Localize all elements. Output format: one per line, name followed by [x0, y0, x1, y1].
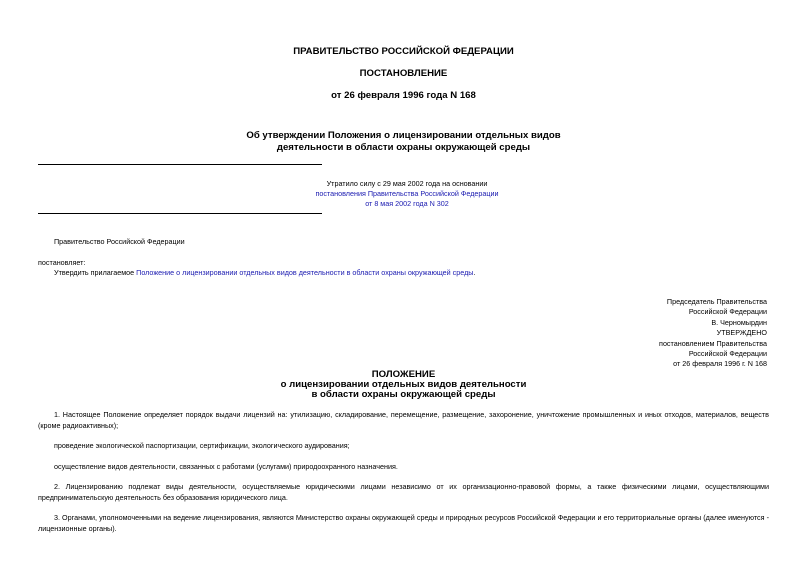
divider-top [38, 164, 322, 165]
repeal-note-link-1[interactable]: постановления Правительства Российской Федерации [315, 189, 499, 198]
approve-prefix: Утвердить прилагаемое [54, 268, 137, 277]
repeal-note-link-2[interactable]: от 8 мая 2002 года N 302 [365, 199, 449, 208]
paragraph-1: 1. Настоящее Положение определяет порядок выдачи лицензий на: утилизацию, складирование, перемещение, размещение, захоронение, уничтожение промышленных и иных отходов, материалов, веществ (кроме радиоактивных); [38, 410, 769, 430]
paragraph-2: 2. Лицензированию подлежат виды деятельности, осуществляемые юридическими лицами независимо от их организационно-правовой формы, а также физическими лицами, осуществляющими предпринимательскую деятельность без образования юридического лица. [38, 482, 769, 502]
regulation-subheading-2: в области охраны окружающей среды [311, 389, 496, 400]
divider-bottom [38, 213, 322, 214]
document-date-number: от 26 февраля 1996 года N 168 [331, 90, 476, 101]
repeal-note-line-1: Утратило силу с 29 мая 2002 года на основании [326, 179, 488, 188]
document-title-line-1: Об утверждении Положения о лицензировании отдельных видов [246, 130, 561, 141]
approve-suffix: . [473, 268, 476, 277]
issuer-text: Правительство Российской Федерации [54, 237, 185, 246]
regulation-heading: ПОЛОЖЕНИЕ [371, 369, 436, 380]
approve-paragraph [54, 268, 475, 277]
paragraph-1-item-c: осуществление видов деятельности, связанных с работами (услугами) природоохранного назначения. [54, 462, 398, 471]
document-type: ПОСТАНОВЛЕНИЕ [359, 68, 448, 79]
government-name: ПРАВИТЕЛЬСТВО РОССИЙСКОЙ ФЕДЕРАЦИИ [293, 46, 514, 57]
paragraph-1-item-b: проведение экологической паспортизации, сертификации, экологического аудирования; [54, 441, 350, 450]
decides-text: постановляет: [38, 258, 86, 267]
approved-label: УТВЕРЖДЕНО [716, 328, 767, 337]
regulation-subheading-1: о лицензировании отдельных видов деятельности [280, 379, 527, 390]
document-title-line-2: деятельности в области охраны окружающей среды [276, 142, 531, 153]
signature-line-2: Российской Федерации [688, 307, 767, 316]
signature-line-1: Председатель Правительства [666, 297, 767, 306]
paragraph-3: 3. Органами, уполномоченными на ведение лицензирования, являются Министерство охраны окружающей среды и природных ресурсов Российской Федерации и его территориальные органы (далее именуются - лицензионные органы). [38, 513, 769, 533]
approved-by-line-1: постановлением Правительства [659, 339, 767, 348]
regulation-link[interactable]: Положение о лицензировании отдельных видов деятельности в области охраны окружающей среды [136, 268, 474, 277]
signature-line-3: В. Черномырдин [711, 318, 767, 327]
approved-by-line-2: Российской Федерации [688, 349, 767, 358]
approved-by-line-3: от 26 февраля 1996 г. N 168 [673, 359, 767, 368]
